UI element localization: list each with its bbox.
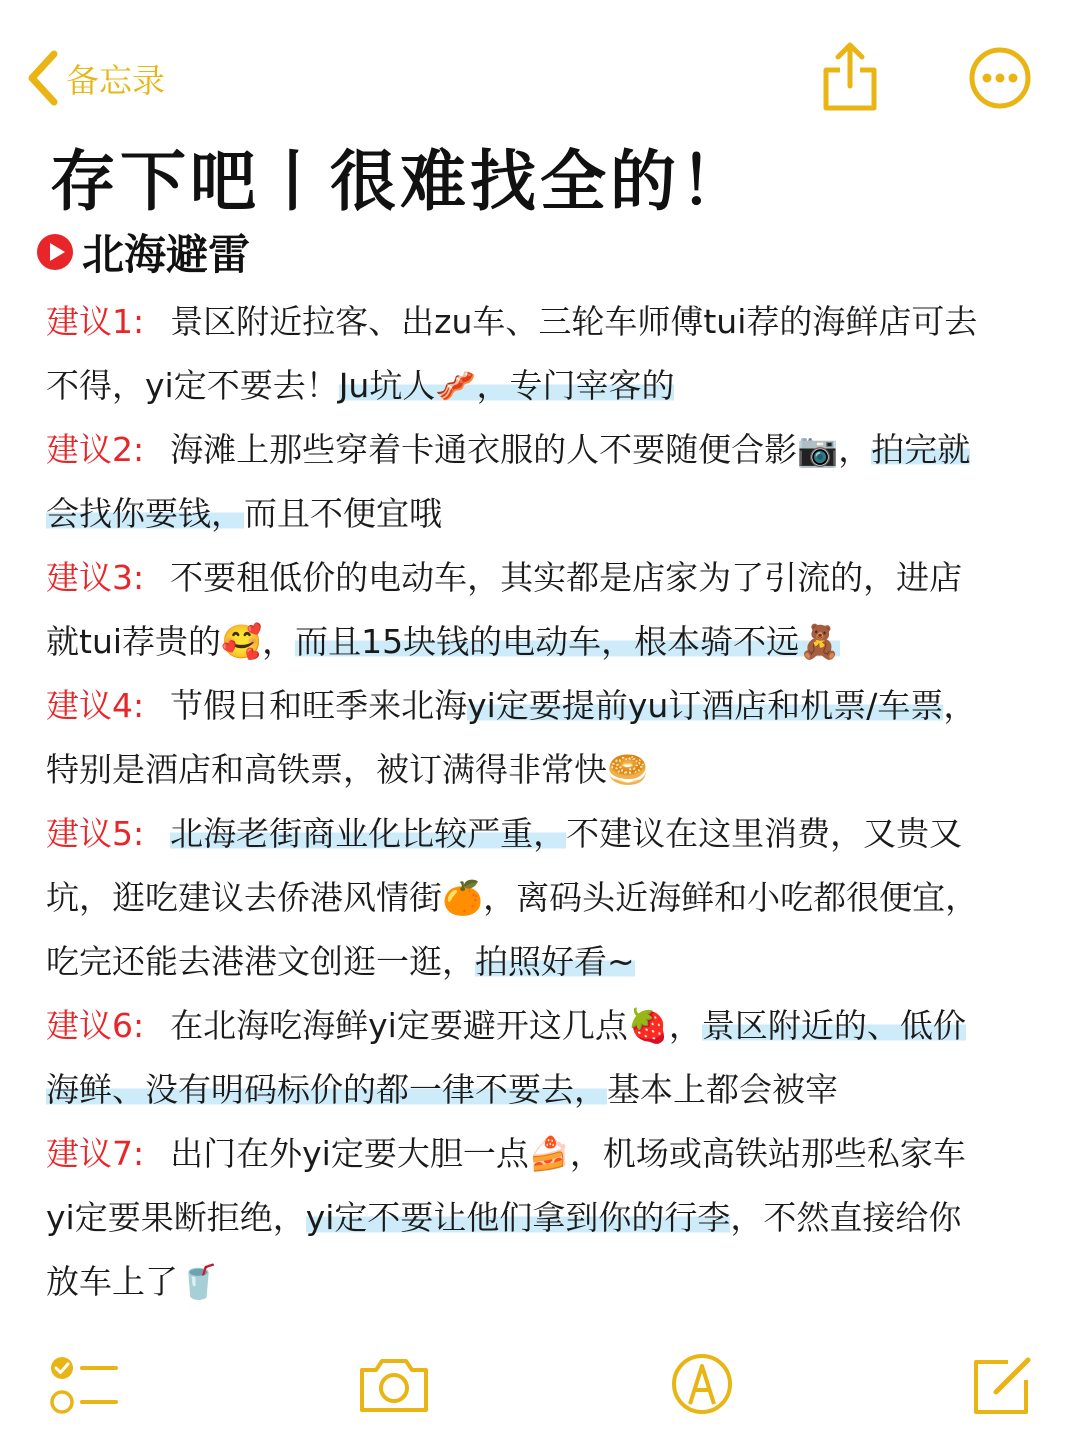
note-line (46, 290, 1046, 354)
note-line (46, 674, 1046, 738)
body-text: 吃完还能去港港文创逛一逛， (46, 942, 475, 981)
note-line (46, 354, 1046, 418)
body-text: 放车上了🥤 (46, 1262, 220, 1301)
highlighted-text: 拍完就 (871, 430, 971, 469)
body-text: 节假日和旺季来北海 (170, 686, 468, 725)
body-text: 坑，逛吃建议去侨港风情街🍊，离码头近海鲜和小吃都很便宜， (46, 878, 979, 917)
tip-label: 建议5: (46, 814, 145, 853)
highlighted-text: 海鲜、没有明码标价的都一律不要去， (46, 1070, 607, 1109)
highlighted-text: 景区附近的、低价 (701, 1006, 966, 1045)
back-button[interactable] (24, 46, 165, 110)
note-line (46, 866, 1046, 930)
tip-label: 建议2: (46, 430, 145, 469)
section-title: 北海避雷 (82, 230, 251, 279)
highlighted-text: 而且15块钱的电动车，根本骑不远🧸 (295, 622, 841, 661)
note-body[interactable] (46, 290, 1046, 1314)
highlighted-text: yi定不要让他们拿到你的行李 (305, 1198, 731, 1237)
body-text: 出门在外yi定要大胆一点🍰，机场或高铁站那些私家车 (170, 1134, 966, 1173)
note-line (46, 546, 1046, 610)
navigation-bar (0, 0, 1080, 130)
note-line (46, 994, 1046, 1058)
highlighted-text: 北海老街商业化比较严重， (170, 814, 567, 853)
tip-label: 建议4: (46, 686, 145, 725)
chevron-left-icon (24, 48, 62, 108)
tip-label: 建议6: (46, 1006, 145, 1045)
markup-pen-icon[interactable] (670, 1352, 734, 1416)
note-line (46, 482, 1046, 546)
note-line (46, 1058, 1046, 1122)
tip-label: 建议7: (46, 1134, 145, 1173)
note-title: 存下吧丨很难找全的！ (50, 143, 750, 220)
note-line (46, 738, 1046, 802)
body-text: 海滩上那些穿着卡通衣服的人不要随便合影📷， (170, 430, 872, 469)
tip-label: 建议3: (46, 558, 145, 597)
highlighted-text: yi定要提前yu订酒店和机票/车票 (467, 686, 944, 725)
note-line (46, 1186, 1046, 1250)
note-line (46, 418, 1046, 482)
body-text: 基本上都会被宰 (607, 1070, 838, 1109)
section-heading (36, 222, 250, 282)
note-line (46, 1250, 1046, 1314)
more-icon[interactable] (968, 46, 1032, 110)
body-text: 特别是酒店和高铁票，被订满得非常快🥯 (46, 750, 649, 789)
note-line (46, 930, 1046, 994)
body-text: 不建议在这里消费，又贵又 (566, 814, 963, 853)
share-icon[interactable] (818, 40, 882, 114)
body-text: ，不然直接给你 (730, 1198, 962, 1237)
body-text: 不要租低价的电动车，其实都是店家为了引流的，进店 (170, 558, 963, 597)
note-line (46, 1122, 1046, 1186)
note-line (46, 610, 1046, 674)
body-text: 景区附近拉客、出zu车、三轮车师傅tui荐的海鲜店可去 (170, 302, 978, 341)
highlighted-text: 会找你要钱， (46, 494, 244, 533)
body-text: 就tui荐贵的🥰， (46, 622, 296, 661)
body-text: 而且不便宜哦 (244, 494, 442, 533)
play-button-icon (36, 233, 74, 271)
compose-icon[interactable] (970, 1352, 1034, 1418)
body-text: 不得，yi定不要去！ (46, 366, 339, 405)
highlighted-text: 拍照好看~ (475, 942, 635, 981)
highlighted-text: Ju坑人🥓，专门宰客的 (338, 366, 675, 405)
body-text: yi定要果断拒绝， (46, 1198, 306, 1237)
body-text: ， (943, 686, 977, 725)
note-line (46, 802, 1046, 866)
tip-label: 建议1: (46, 302, 145, 341)
checklist-icon[interactable] (48, 1354, 120, 1418)
bottom-toolbar (0, 1340, 1080, 1440)
camera-icon[interactable] (356, 1354, 432, 1416)
body-text: 在北海吃海鲜yi定要避开这几点🍓， (170, 1006, 702, 1045)
back-label: 备忘录 (66, 60, 165, 100)
